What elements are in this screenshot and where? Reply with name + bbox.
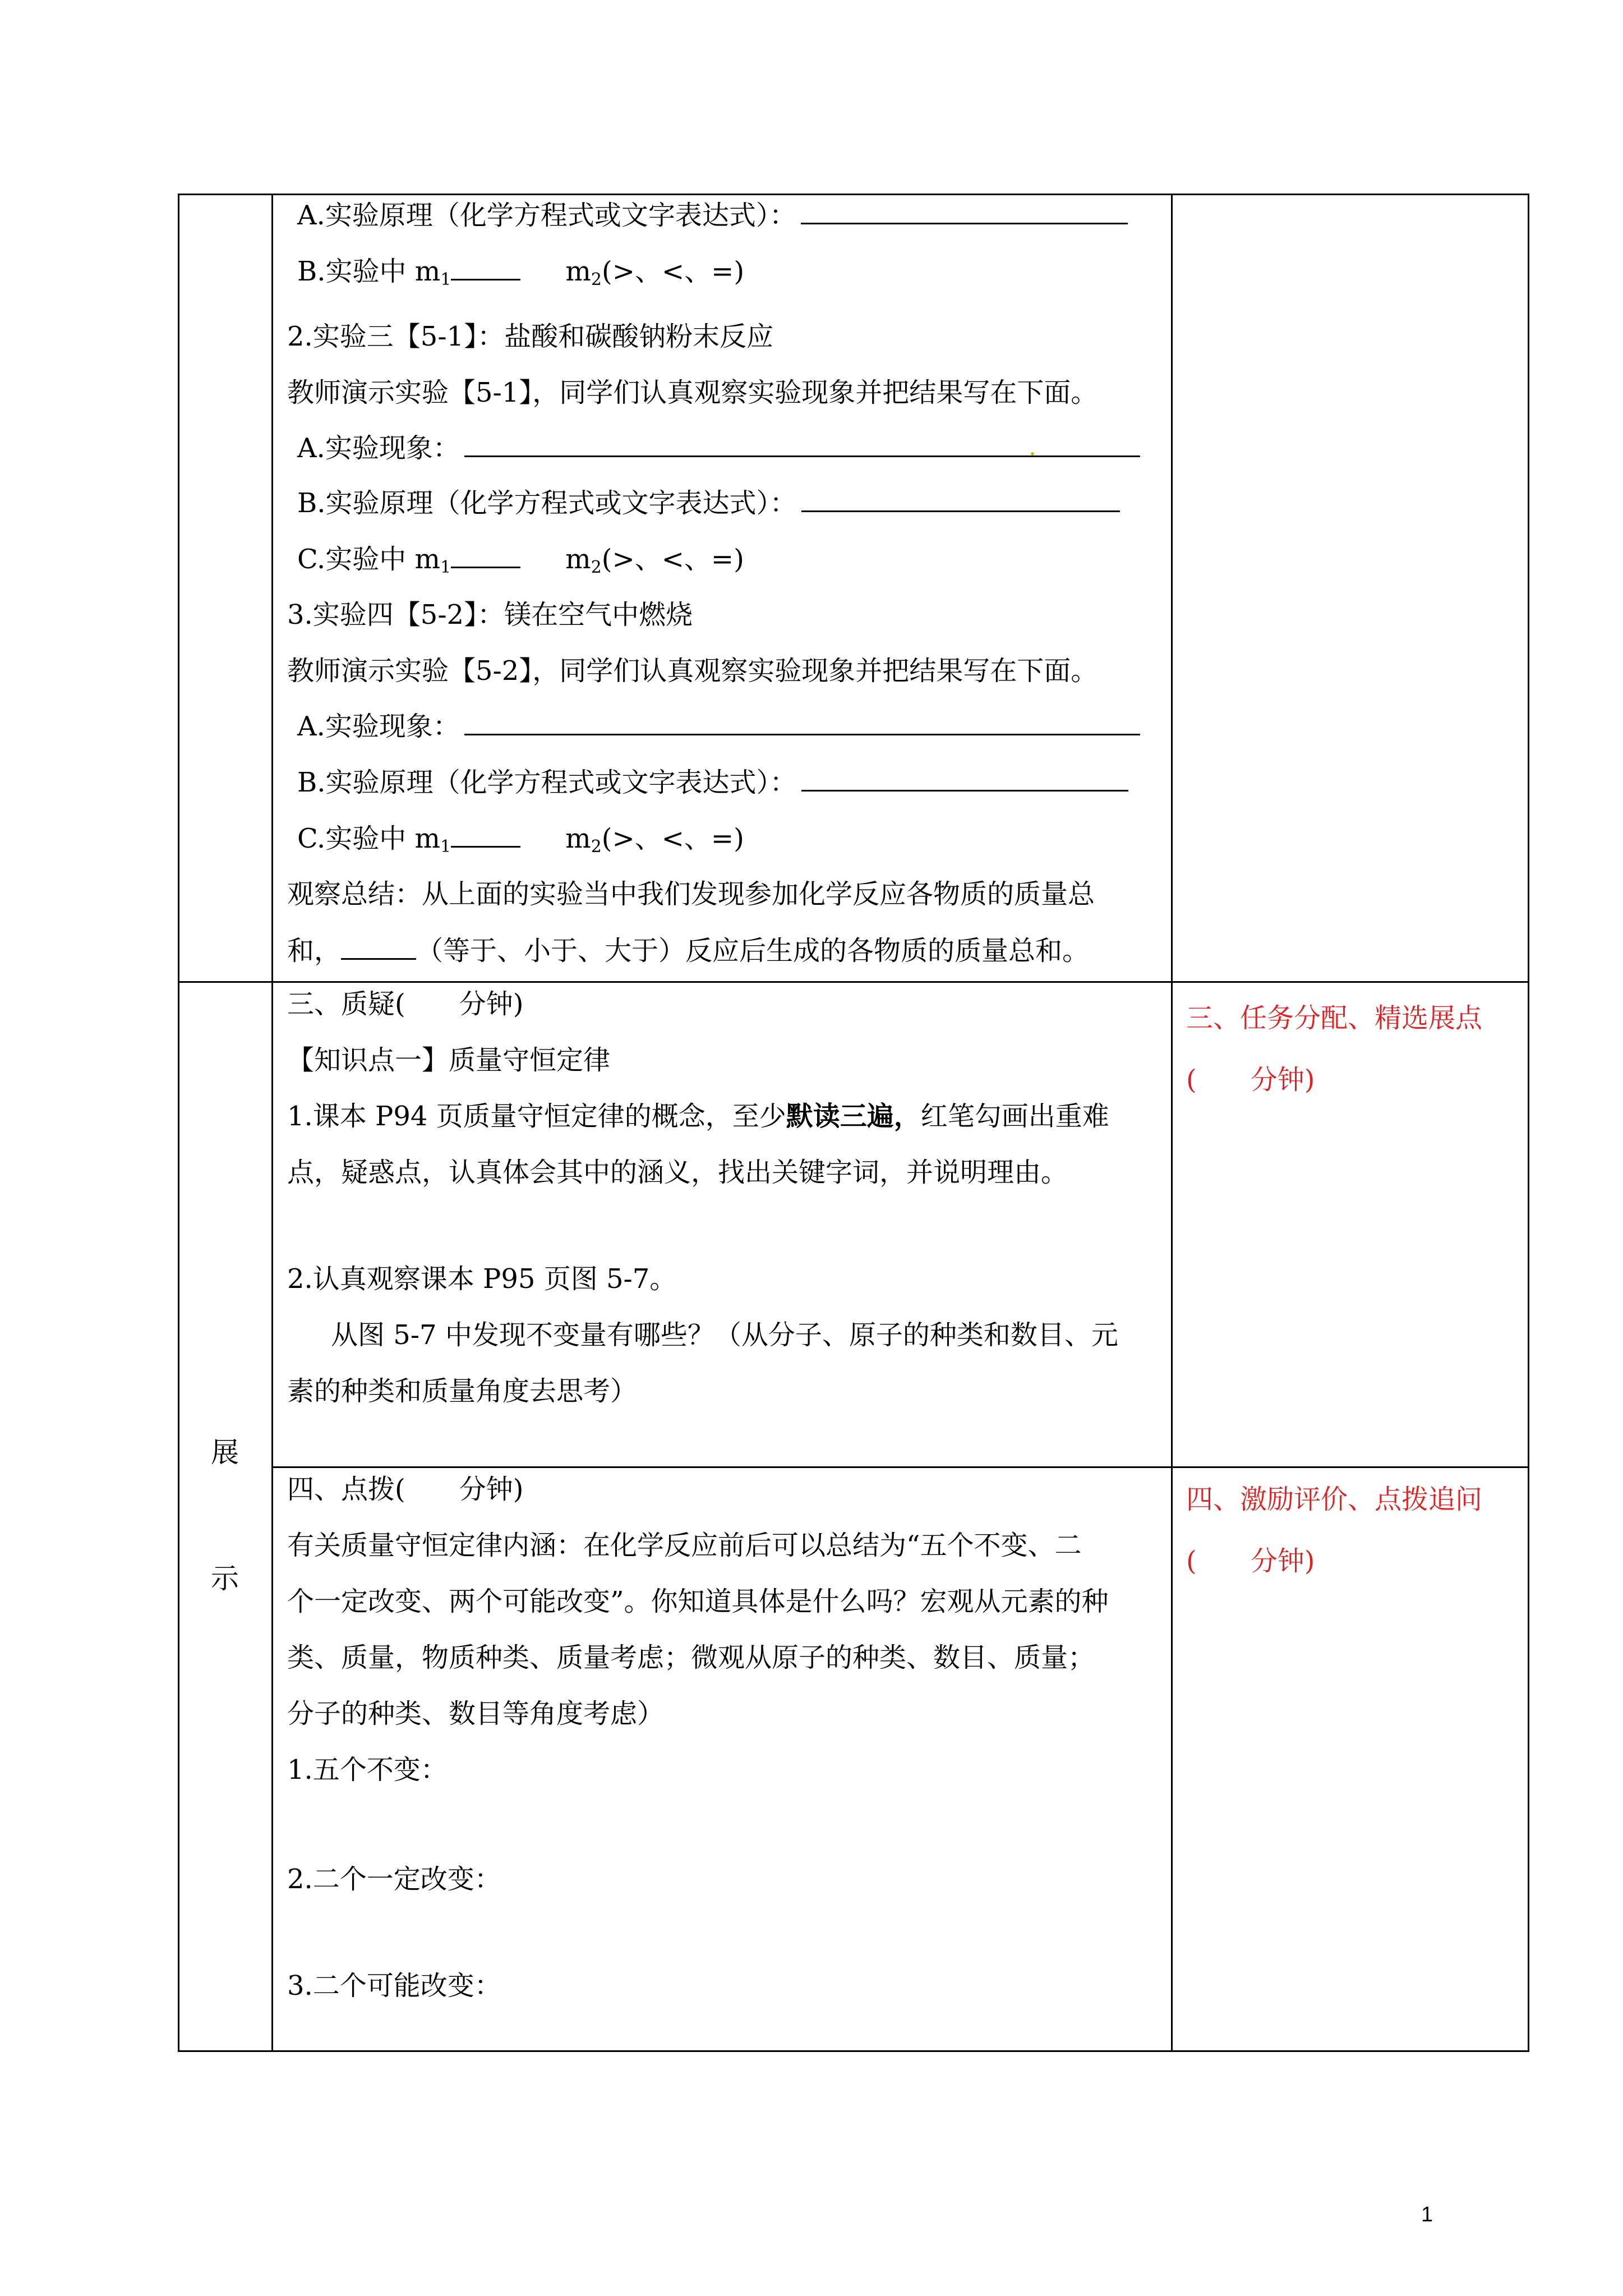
mass-compare-line: B.实验中 $m_1$ $m_2(>$、<、=): [297, 254, 744, 297]
body-line: 分子的种类、数目等角度考虑）: [287, 1698, 665, 1729]
experiment-three-title: 2.实验三【5-1】：盐酸和碳酸钠粉末反应: [287, 321, 774, 352]
answer-blank: [464, 431, 1140, 457]
summary-line: 观察总结：从上面的实验当中我们发现参加化学反应各物质的质量总: [287, 878, 1095, 910]
phenomenon-line: A.实验现象：: [297, 431, 1140, 465]
principle-line: B.实验原理（化学方程式或文字表达式）：: [297, 486, 1120, 520]
principle-line: A.实验原理（化学方程式或文字表达式）：: [297, 198, 1128, 232]
body-line: 有关质量守恒定律内涵：在化学反应前后可以总结为“五个不变、二: [287, 1530, 1082, 1561]
answer-blank: [801, 198, 1128, 224]
column-divider: [1171, 194, 1173, 2052]
row-divider: [271, 1466, 1529, 1468]
experiment-four-title: 3.实验四【5-2】：镁在空气中燃烧: [287, 599, 693, 631]
answer-blank: [341, 933, 416, 960]
side-label-char-1: 展: [211, 1436, 239, 1469]
page-number: 1: [1421, 2203, 1433, 2226]
question-line: 点，疑惑点，认真体会其中的涵义，找出关键字词，并说明理由。: [287, 1157, 1068, 1188]
phenomenon-line: A.实验现象：: [297, 709, 1140, 743]
answer-blank: [451, 254, 520, 280]
row-divider: [178, 981, 1529, 983]
question-line: 从图 5-7 中发现不变量有哪些？（从分子、原子的种类和数目、元: [331, 1319, 1118, 1351]
item-line: 2.二个一定改变：: [287, 1864, 501, 1895]
item-line: 1.五个不变：: [287, 1754, 448, 1786]
knowledge-point-title: 【知识点一】质量守恒定律: [287, 1045, 611, 1076]
body-line: 个一定改变、两个可能改变”。你知道具体是什么吗？宏观从元素的种: [287, 1586, 1109, 1617]
mass-compare-line: C.实验中 $m_1$ $m_2(>$、<、=): [297, 542, 744, 585]
section-title: 三、质疑( 分钟): [287, 988, 524, 1020]
question-line: 2.认真观察课本 P95 页图 5-7。: [287, 1263, 677, 1295]
question-line: 素的种类和质量角度去思考）: [287, 1375, 638, 1407]
answer-blank: [464, 709, 1140, 735]
stray-mark: [1031, 452, 1034, 455]
summary-line: 和， （等于、小于、大于）反应后生成的各物质的质量总和。: [287, 933, 1089, 968]
answer-blank: [451, 821, 520, 848]
answer-blank: [451, 542, 520, 568]
experiment-three-instruction: 教师演示实验【5-1】，同学们认真观察实验现象并把结果写在下面。: [287, 377, 1098, 408]
body-line: 类、质量，物质种类、质量考虑；微观从原子的种类、数目、质量；: [287, 1642, 1095, 1673]
side-label-char-2: 示: [211, 1562, 239, 1595]
section-title: 四、点拨( 分钟): [287, 1474, 524, 1505]
teacher-note: 三、任务分配、精选展点: [1186, 1002, 1483, 1034]
answer-blank: [801, 765, 1128, 792]
teacher-note: ( 分钟): [1186, 1064, 1315, 1096]
item-line: 3.二个可能改变：: [287, 1970, 501, 2001]
experiment-four-instruction: 教师演示实验【5-2】，同学们认真观察实验现象并把结果写在下面。: [287, 655, 1098, 687]
column-divider: [271, 194, 273, 2052]
teacher-note: 四、激励评价、点拨追问: [1186, 1484, 1483, 1515]
teacher-note: ( 分钟): [1186, 1545, 1315, 1577]
question-line: 1.课本 P94 页质量守恒定律的概念，至少默读三遍，红笔勾画出重难: [287, 1101, 1109, 1132]
answer-blank: [801, 486, 1120, 512]
mass-compare-line: C.实验中 $m_1$ $m_2(>$、<、=): [297, 821, 744, 864]
principle-line: B.实验原理（化学方程式或文字表达式）：: [297, 765, 1128, 799]
